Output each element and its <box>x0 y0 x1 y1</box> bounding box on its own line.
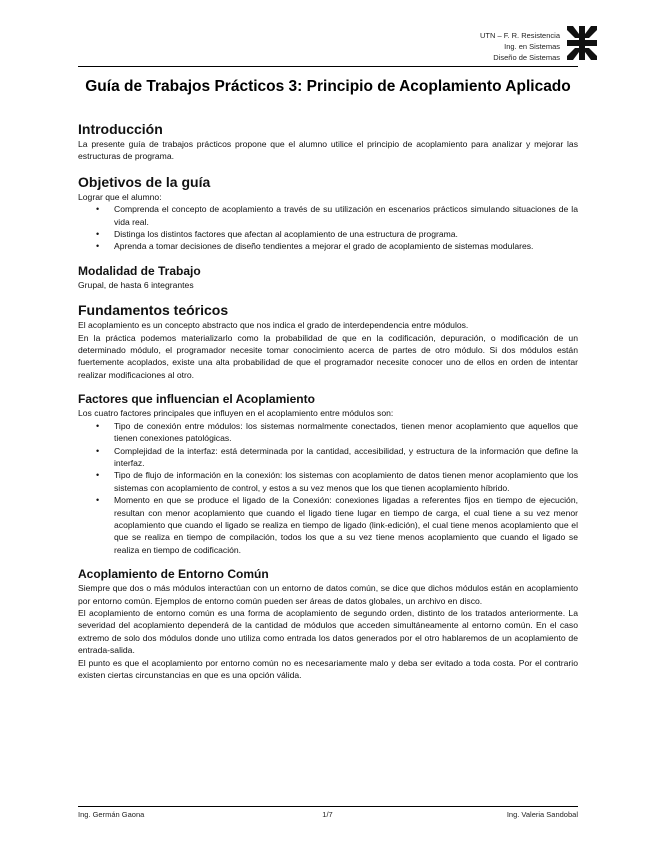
list-item: • Tipo de conexión entre módulos: los sistemas normalmente conectados, tienen menor acoplamiento que aquellos que tienen conexiones patológicas. <box>114 420 578 445</box>
list-item: • Tipo de flujo de información en la conexión: los sistemas con acoplamiento de datos tienen menor acoplamiento que los sistemas con acoplamiento de control, y estos a su vez menos que los que tienen acoplamiento híbrido. <box>114 469 578 494</box>
factors-list <box>78 420 578 556</box>
page-number: 1/7 <box>322 810 333 819</box>
document-body <box>78 120 578 681</box>
modality-heading: Modalidad de Trabajo <box>78 263 201 278</box>
list-item: • Complejidad de la interfaz: está determinada por la cantidad, accesibilidad, y estructura de la información que define la interfaz. <box>114 445 578 470</box>
common-env-paragraph-1: Siempre que dos o más módulos interactúan con un entorno de datos común, se dice que dichos módulos están en acoplamiento por entorno común. Ejemplos de entorno común pueden ser áreas de datos globales, un archivo en disco. <box>78 583 578 606</box>
list-item: • Distinga los distintos factores que afectan al acoplamiento de una estructura de programa. <box>114 228 578 240</box>
factors-lead: Los cuatro factores principales que influyen en el acoplamiento entre módulos son: <box>78 408 394 419</box>
page-title: Guía de Trabajos Prácticos 3: Principio de Acoplamiento Aplicado <box>85 78 571 95</box>
header-line-1: UTN – F. R. Resistencia <box>479 31 560 40</box>
footer-author-right: Ing. Valeria Sandobal <box>506 810 578 819</box>
list-item: • Momento en que se produce el ligado de la Conexión: conexiones ligadas a referentes fijos en tiempo de ejecución, resultan con menor acoplamiento que cuando el ligado tiene lugar en tiempo de carga, el cual tiene a su vez menor acoplamiento que cuando el ligado se realiza en tiempo de ligado (link-edición), el cual tiene menos acoplamiento que el que se realiza en tiempo de compilación, todos los que a su vez tiene menos acoplamiento que cuando el ligado se realiza en tiempo de codificación. <box>114 494 578 556</box>
theory-paragraph-1: El acoplamiento es un concepto abstracto que nos indica el grado de interdependencia entre módulos. <box>78 320 469 331</box>
footer-author-left: Ing. Germán Gaona <box>78 810 145 819</box>
theory-paragraph-2: En la práctica podemos materializarlo como la probabilidad de que en la codificación, depuración, o modificación de un determinado módulo, el programador necesite tomar conocimiento acerca de partes de otro módulo. Si dos módulos están fuertemente acoplados, existe una alta probabilidad de que el programador necesite conocer uno de ellos en orden de intentar realizar modificaciones al otro. <box>78 332 578 380</box>
objectives-list <box>78 203 578 253</box>
objectives-heading: Objetivos de la guía <box>78 173 211 190</box>
factors-heading: Factores que influencian el Acoplamiento <box>78 392 315 407</box>
intro-text: La presente guía de trabajos prácticos propone que el alumno utilice el principio de acoplamiento para analizar y mejorar las estructuras de programa. <box>78 139 578 162</box>
header-divider <box>78 66 578 67</box>
list-item: • Aprenda a tomar decisiones de diseño tendientes a mejorar el grado de acoplamiento de sistemas modulares. <box>114 240 578 252</box>
footer-divider <box>78 806 578 807</box>
utn-logo <box>567 26 597 60</box>
common-env-paragraph-3: El punto es que el acoplamiento por entorno común no es necesariamente malo y deba ser evitado a toda costa. Por el contrario existen ciertas circunstancias en que es una opción válida. <box>78 657 578 680</box>
common-env-paragraph-2: El acoplamiento de entorno común es una forma de acoplamiento de segundo orden, distinto de los tratados anteriormente. La severidad del acoplamiento dependerá de la cantidad de módulos que acceden simultáneamente al entorno común. En el caso extremo de solo dos módulos donde uno utiliza como entrada los datos generados por el otro hablaremos de un acoplamiento de entrada-salida. <box>78 607 578 656</box>
objectives-lead: Lograr que el alumno: <box>78 191 162 202</box>
header-line-3: Diseño de Sistemas <box>493 53 560 62</box>
header-institution <box>480 30 560 63</box>
list-item: • Comprenda el concepto de acoplamiento a través de su utilización en escenarios prácticos simulando situaciones de la vida real. <box>114 203 578 228</box>
modality-text: Grupal, de hasta 6 integrantes <box>78 279 194 290</box>
intro-heading: Introducción <box>78 121 163 137</box>
common-env-heading: Acoplamiento de Entorno Común <box>78 567 269 582</box>
header-line-2: Ing. en Sistemas <box>504 42 560 51</box>
theory-heading: Fundamentos teóricos <box>78 302 229 319</box>
